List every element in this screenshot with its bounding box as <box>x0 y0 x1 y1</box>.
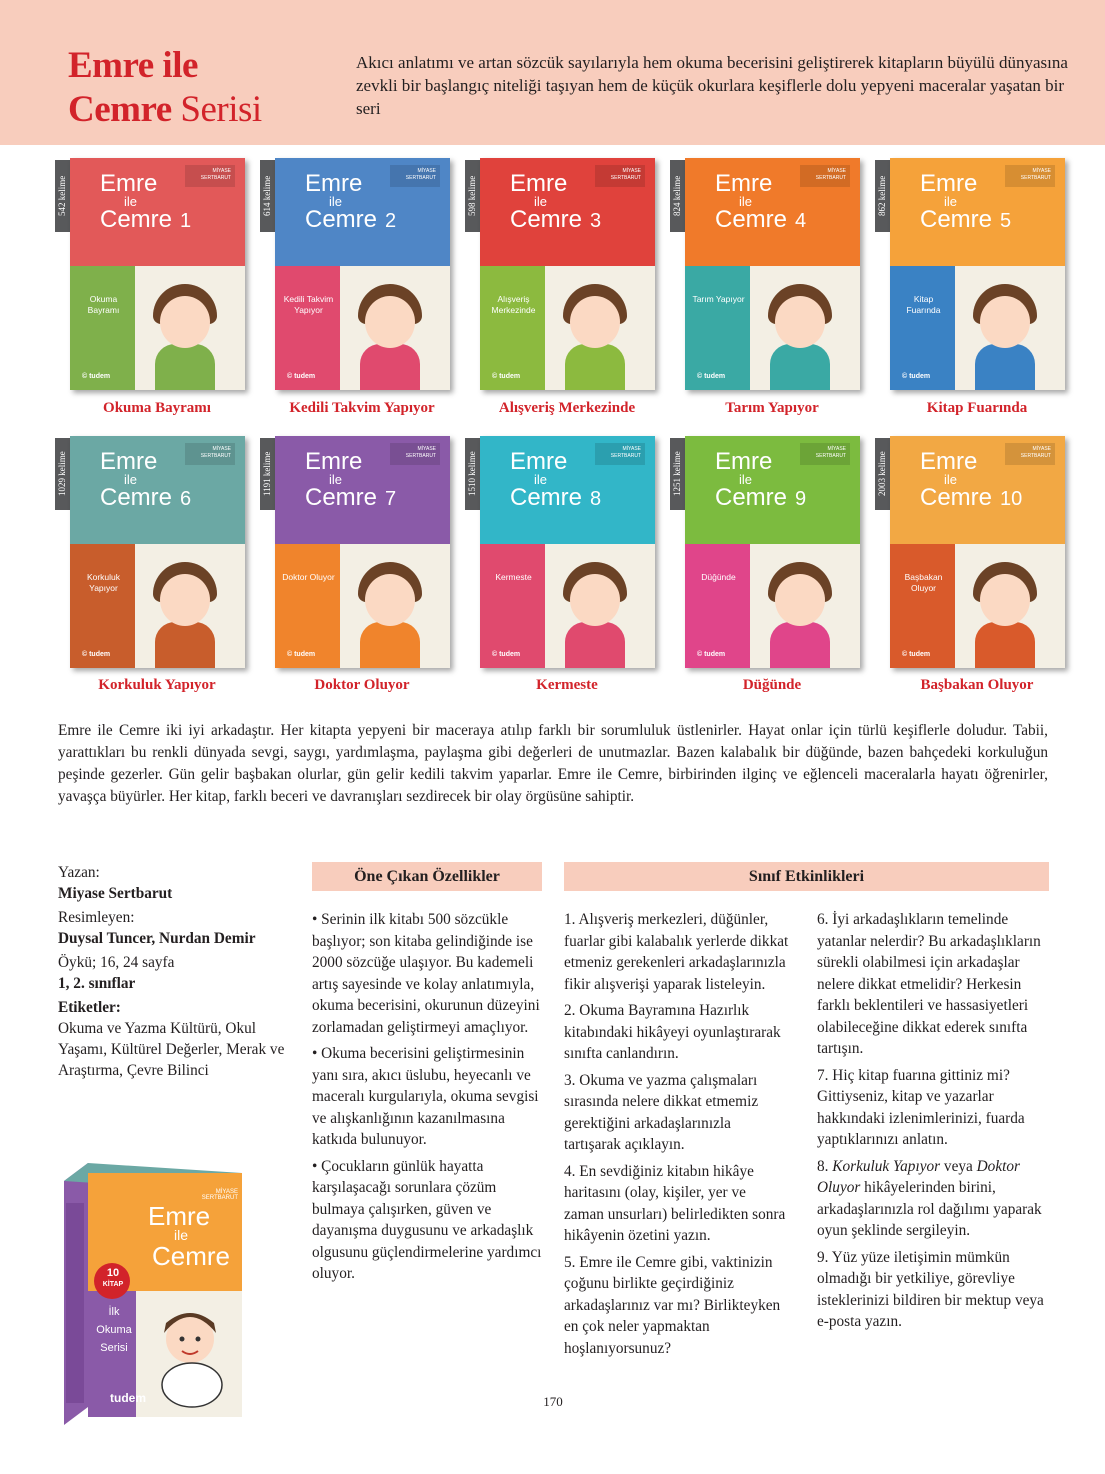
boxset-ile: ile <box>174 1227 189 1243</box>
character-face <box>980 574 1030 626</box>
cover-illustration <box>545 544 655 668</box>
cover-illustration <box>545 266 655 390</box>
cover-logo: Emre ile Cemre 7 <box>305 448 397 511</box>
publisher-logo: © tudem <box>697 373 726 380</box>
boxset-subtitle: İlk Okuma Serisi <box>96 1306 132 1354</box>
cover-illustration <box>750 266 860 390</box>
boxset-image <box>64 1163 242 1425</box>
book-cover <box>480 436 655 668</box>
word-count-tab: 614 kelime <box>260 160 275 232</box>
cover-top <box>890 158 1065 266</box>
cover-logo: Emre ile Cemre 4 <box>715 170 807 233</box>
cover-logo: Emre ile Cemre 3 <box>510 170 602 233</box>
activities-heading: Sınıf Etkinlikleri <box>564 862 1049 891</box>
book-title: Kitap Fuarında <box>926 400 1028 416</box>
character-face <box>570 296 620 348</box>
cover-subtitle: Alışveriş Merkezinde © tudem <box>480 266 545 390</box>
tags-label: Etiketler: <box>58 999 121 1016</box>
character-body <box>565 344 625 390</box>
publisher-logo: © tudem <box>697 651 726 658</box>
cover-subtitle: Kitap Fuarında © tudem <box>890 266 955 390</box>
activities-column-2 <box>817 909 1047 1338</box>
cover-author: MİYASE SERTBARUT <box>800 165 850 187</box>
cover-logo: Emre ile Cemre 10 <box>920 448 1023 511</box>
cover-top <box>480 158 655 266</box>
activities-column-1 <box>564 909 789 1364</box>
word-count-tab: 2003 kelime <box>875 438 890 510</box>
header-band <box>0 0 1105 145</box>
book-title: Doktor Oluyor <box>314 677 410 693</box>
cover-subtitle: Doktor Oluyor © tudem <box>275 544 340 668</box>
cover-logo: Emre ile Cemre 2 <box>305 170 397 233</box>
character-body <box>770 344 830 390</box>
cover-logo: Emre ile Cemre 5 <box>920 170 1012 233</box>
cover-illustration <box>135 544 245 668</box>
cover-illustration <box>340 266 450 390</box>
cover-subtitle: Başbakan Oluyor © tudem <box>890 544 955 668</box>
activity-item: 6. İyi arkadaşlıkların temelinde yatanlar nelerdir? Bu arkadaşlıkların sürekli olabilmesi için arkadaşlar nelere dikkat etmelidir? Herkesin farklı beklentileri ve hassasiyetleri olabileceğine dikkat ederek sınıfta tartışın. <box>817 911 1041 1057</box>
features-column <box>312 909 544 1290</box>
character-body <box>770 622 830 668</box>
character-body <box>565 622 625 668</box>
word-count-tab: 1029 kelime <box>55 438 70 510</box>
word-count-tab: 862 kelime <box>875 160 890 232</box>
cover-author: MİYASE SERTBARUT <box>800 443 850 465</box>
book-title: Okuma Bayramı <box>103 400 211 416</box>
activity-item: 1. Alışveriş merkezleri, düğünler, fuarlar gibi kalabalık yerlerde dikkat etmeniz gerekenleri arkadaşlarınızla fikir alışverişi yaparak listeleyin. <box>564 911 789 993</box>
boxset-cemre: Cemre <box>152 1241 231 1271</box>
series-title <box>68 44 262 132</box>
page-number: 170 <box>543 1394 563 1409</box>
boxset-emre: Emre <box>148 1201 211 1231</box>
cover-subtitle: Korkuluk Yapıyor © tudem <box>70 544 135 668</box>
cover-author: MİYASE SERTBARUT <box>390 443 440 465</box>
cover-top <box>685 436 860 544</box>
publisher-logo: © tudem <box>82 651 111 658</box>
cover-author: MİYASE SERTBARUT <box>1005 165 1055 187</box>
cover-author: MİYASE SERTBARUT <box>595 443 645 465</box>
character-face <box>980 296 1030 348</box>
publisher-logo: © tudem <box>287 373 316 380</box>
cover-subtitle: Kedili Takvim Yapıyor © tudem <box>275 266 340 390</box>
cover-illustration <box>750 544 860 668</box>
boxset-publisher: tudem <box>110 1391 146 1405</box>
book-cover <box>685 158 860 390</box>
book-cover <box>70 436 245 668</box>
book-title: Düğünde <box>742 677 802 693</box>
boxset-author: MİYASE SERTBARUT <box>201 1189 238 1201</box>
character-face <box>365 574 415 626</box>
cover-top <box>275 436 450 544</box>
feature-item: • Serinin ilk kitabı 500 sözcükle başlıyor; son kitaba gelindiğinde ise 2000 sözcüğe ulaşıyor. Bu kademeli artış sayesinde ve kolay anlatımıyla, okuma becerisini, okurunun düzeyini zorlamadan geliştirmeyi amaçlıyor. <box>312 911 540 1036</box>
cover-logo: Emre ile Cemre 8 <box>510 448 602 511</box>
tags: Okuma ve Yazma Kültürü, Okul Yaşamı, Kültürel Değerler, Merak ve Araştırma, Çevre Bilinci <box>58 1020 285 1079</box>
character-body <box>155 622 215 668</box>
title-line-1: Emre ile <box>68 45 198 86</box>
book-cover <box>275 436 450 668</box>
cover-subtitle: Tarım Yapıyor © tudem <box>685 266 750 390</box>
cover-author: MİYASE SERTBARUT <box>1005 443 1055 465</box>
activity-item: 7. Hiç kitap fuarına gittiniz mi? Gittiyseniz, kitap ve yazarlar hakkındaki izlenimlerinizi, fuarda yaptıklarınızı anlatın. <box>817 1066 1025 1148</box>
intro-paragraph: Emre ile Cemre iki iyi arkadaştır. Her kitapta yepyeni bir maceraya atılıp farklı bir sorumluluk üstlenirler. Hayat onlar için türlü keşiflerle doludur. Tabii, yarattıkları bu renkli dünyada sevgi, saygı, yardımlaşma, paylaşma gibi değerleri de unutmazlar. Bazen kalabalık bir düğünde, bazen bahçedeki korkuluğun peşinde gezerler. Gün gelir başbakan olurlar, gün gelir kedili takvim yaparlar. Emre ile Cemre, birbirinden ilginç ve eğlenceli maceralarla hayatı öğrenirler, yavaşça büyürler. Her kitap, farklı beceri ve davranışları sezdirecek bir olay örgüsüne sahiptir. <box>58 722 1048 805</box>
character-face <box>160 296 210 348</box>
publisher-logo: © tudem <box>902 373 931 380</box>
character-body <box>975 344 1035 390</box>
book-cover <box>685 436 860 668</box>
cover-subtitle: Düğünde © tudem <box>685 544 750 668</box>
character-body <box>360 344 420 390</box>
publisher-logo: © tudem <box>492 651 521 658</box>
book-title: Kermeste <box>536 677 598 693</box>
cover-author: MİYASE SERTBARUT <box>185 443 235 465</box>
character-face <box>365 296 415 348</box>
cover-top <box>70 436 245 544</box>
cover-logo: Emre ile Cemre 6 <box>100 448 192 511</box>
character-face <box>775 574 825 626</box>
cover-top <box>480 436 655 544</box>
book-cover <box>480 158 655 390</box>
character-body <box>155 344 215 390</box>
activity-item: 5. Emre ile Cemre gibi, vaktinizin çoğunu birlikte geçirdiğiniz arkadaşlarınız var mı? Birlikteyken en çok neler yapmaktan hoşlanıyorsunuz? <box>564 1253 781 1357</box>
grades: 1, 2. sınıflar <box>58 975 136 992</box>
cover-author: MİYASE SERTBARUT <box>595 165 645 187</box>
author-name: Miyase Sertbarut <box>58 885 173 902</box>
book-cover <box>275 158 450 390</box>
publisher-logo: © tudem <box>82 373 111 380</box>
book-cover <box>890 436 1065 668</box>
boxset-badge-word: KİTAP <box>102 1281 124 1288</box>
cover-logo: Emre ile Cemre 1 <box>100 170 192 233</box>
cover-subtitle: Okuma Bayramı © tudem <box>70 266 135 390</box>
book-title: Başbakan Oluyor <box>920 677 1034 693</box>
cover-subtitle: Kermeste © tudem <box>480 544 545 668</box>
word-count-tab: 824 kelime <box>670 160 685 232</box>
book-title: Korkuluk Yapıyor <box>98 677 216 693</box>
title-cemre: Cemre <box>68 89 172 130</box>
book-title: Alışveriş Merkezinde <box>498 400 636 416</box>
cover-top <box>685 158 860 266</box>
publisher-logo: © tudem <box>492 373 521 380</box>
cover-illustration <box>135 266 245 390</box>
activity-item: 2. Okuma Bayramına Hazırlık kitabındaki hikâyeyi oyunlaştırarak sınıfta canlandırın. <box>564 1002 781 1062</box>
publisher-logo: © tudem <box>902 651 931 658</box>
word-count-tab: 542 kelime <box>55 160 70 232</box>
word-count-tab: 1510 kelime <box>465 438 480 510</box>
activity-item: 8. Korkuluk Yapıyor veya Doktor Oluyor hikâyelerinden birini, arkadaşlarınızla rol dağılımı yaparak oyun şeklinde sergileyin. <box>817 1157 1042 1239</box>
title-serisi: Serisi <box>180 89 262 130</box>
character-body <box>975 622 1035 668</box>
boxset-badge-number: 10 <box>106 1267 120 1279</box>
feature-item: • Okuma becerisini geliştirmesinin yanı sıra, akıcı üslubu, heyecanlı ve maceralı kurgularıyla, okuma sevgisi ve alışkanlığının kazanılmasına katkıda bulunuyor. <box>312 1045 539 1148</box>
character-body <box>360 622 420 668</box>
word-count-tab: 598 kelime <box>465 160 480 232</box>
feature-item: • Çocukların günlük hayatta karşılaşacağı sorunlara çözüm bulmaya çalışırken, güven ve dayanışma duygusunu ve arkadaşlık olgusunu güçlendirmelerine yardımcı oluyor. <box>312 1157 542 1282</box>
cover-illustration <box>955 266 1065 390</box>
word-count-tab: 1251 kelime <box>670 438 685 510</box>
cover-top <box>890 436 1065 544</box>
book-title: Kedili Takvim Yapıyor <box>289 400 435 416</box>
illustrator-names: Duysal Tuncer, Nurdan Demir <box>58 930 256 947</box>
cover-logo: Emre ile Cemre 9 <box>715 448 807 511</box>
activity-item: 3. Okuma ve yazma çalışmaları sırasında nelere dikkat etmemiz gerektiğini arkadaşlarınızla tartışarak açıklayın. <box>564 1071 759 1153</box>
cover-illustration <box>340 544 450 668</box>
book-cover <box>890 158 1065 390</box>
cover-top <box>275 158 450 266</box>
activity-item: 9. Yüz yüze iletişimin mümkün olmadığı bir yetkiliye, görevliye isteklerinizi bildiren bir mektup veya e-posta yazın. <box>817 1248 1044 1330</box>
illustrator-label: Resimleyen: <box>58 909 135 926</box>
word-count-tab: 1191 kelime <box>260 438 275 510</box>
book-meta <box>58 862 293 1084</box>
cover-top <box>70 158 245 266</box>
activity-item: 4. En sevdiğiniz kitabın hikâye haritasını (olay, kişiler, yer ve zaman unsurları) belirledikten sonra hikâyenin özetini yazın. <box>564 1162 786 1244</box>
series-description: Akıcı anlatımı ve artan sözcük sayılarıyla hem okuma becerisini geliştirerek kitapların büyülü dünyasına zevkli bir başlangıç niteliği taşıyan hem de küçük okurlara keşiflerle dolu yepyeni maceralar yaşatan bir seri <box>356 53 1068 118</box>
publisher-logo: © tudem <box>287 651 316 658</box>
features-heading: Öne Çıkan Özellikler <box>312 862 542 891</box>
character-face <box>775 296 825 348</box>
book-cover <box>70 158 245 390</box>
character-face <box>570 574 620 626</box>
book-title: Tarım Yapıyor <box>725 400 819 416</box>
character-face <box>160 574 210 626</box>
cover-author: MİYASE SERTBARUT <box>390 165 440 187</box>
cover-author: MİYASE SERTBARUT <box>185 165 235 187</box>
cover-illustration <box>955 544 1065 668</box>
format: Öykü; 16, 24 sayfa <box>58 954 175 971</box>
author-label: Yazan: <box>58 864 100 881</box>
